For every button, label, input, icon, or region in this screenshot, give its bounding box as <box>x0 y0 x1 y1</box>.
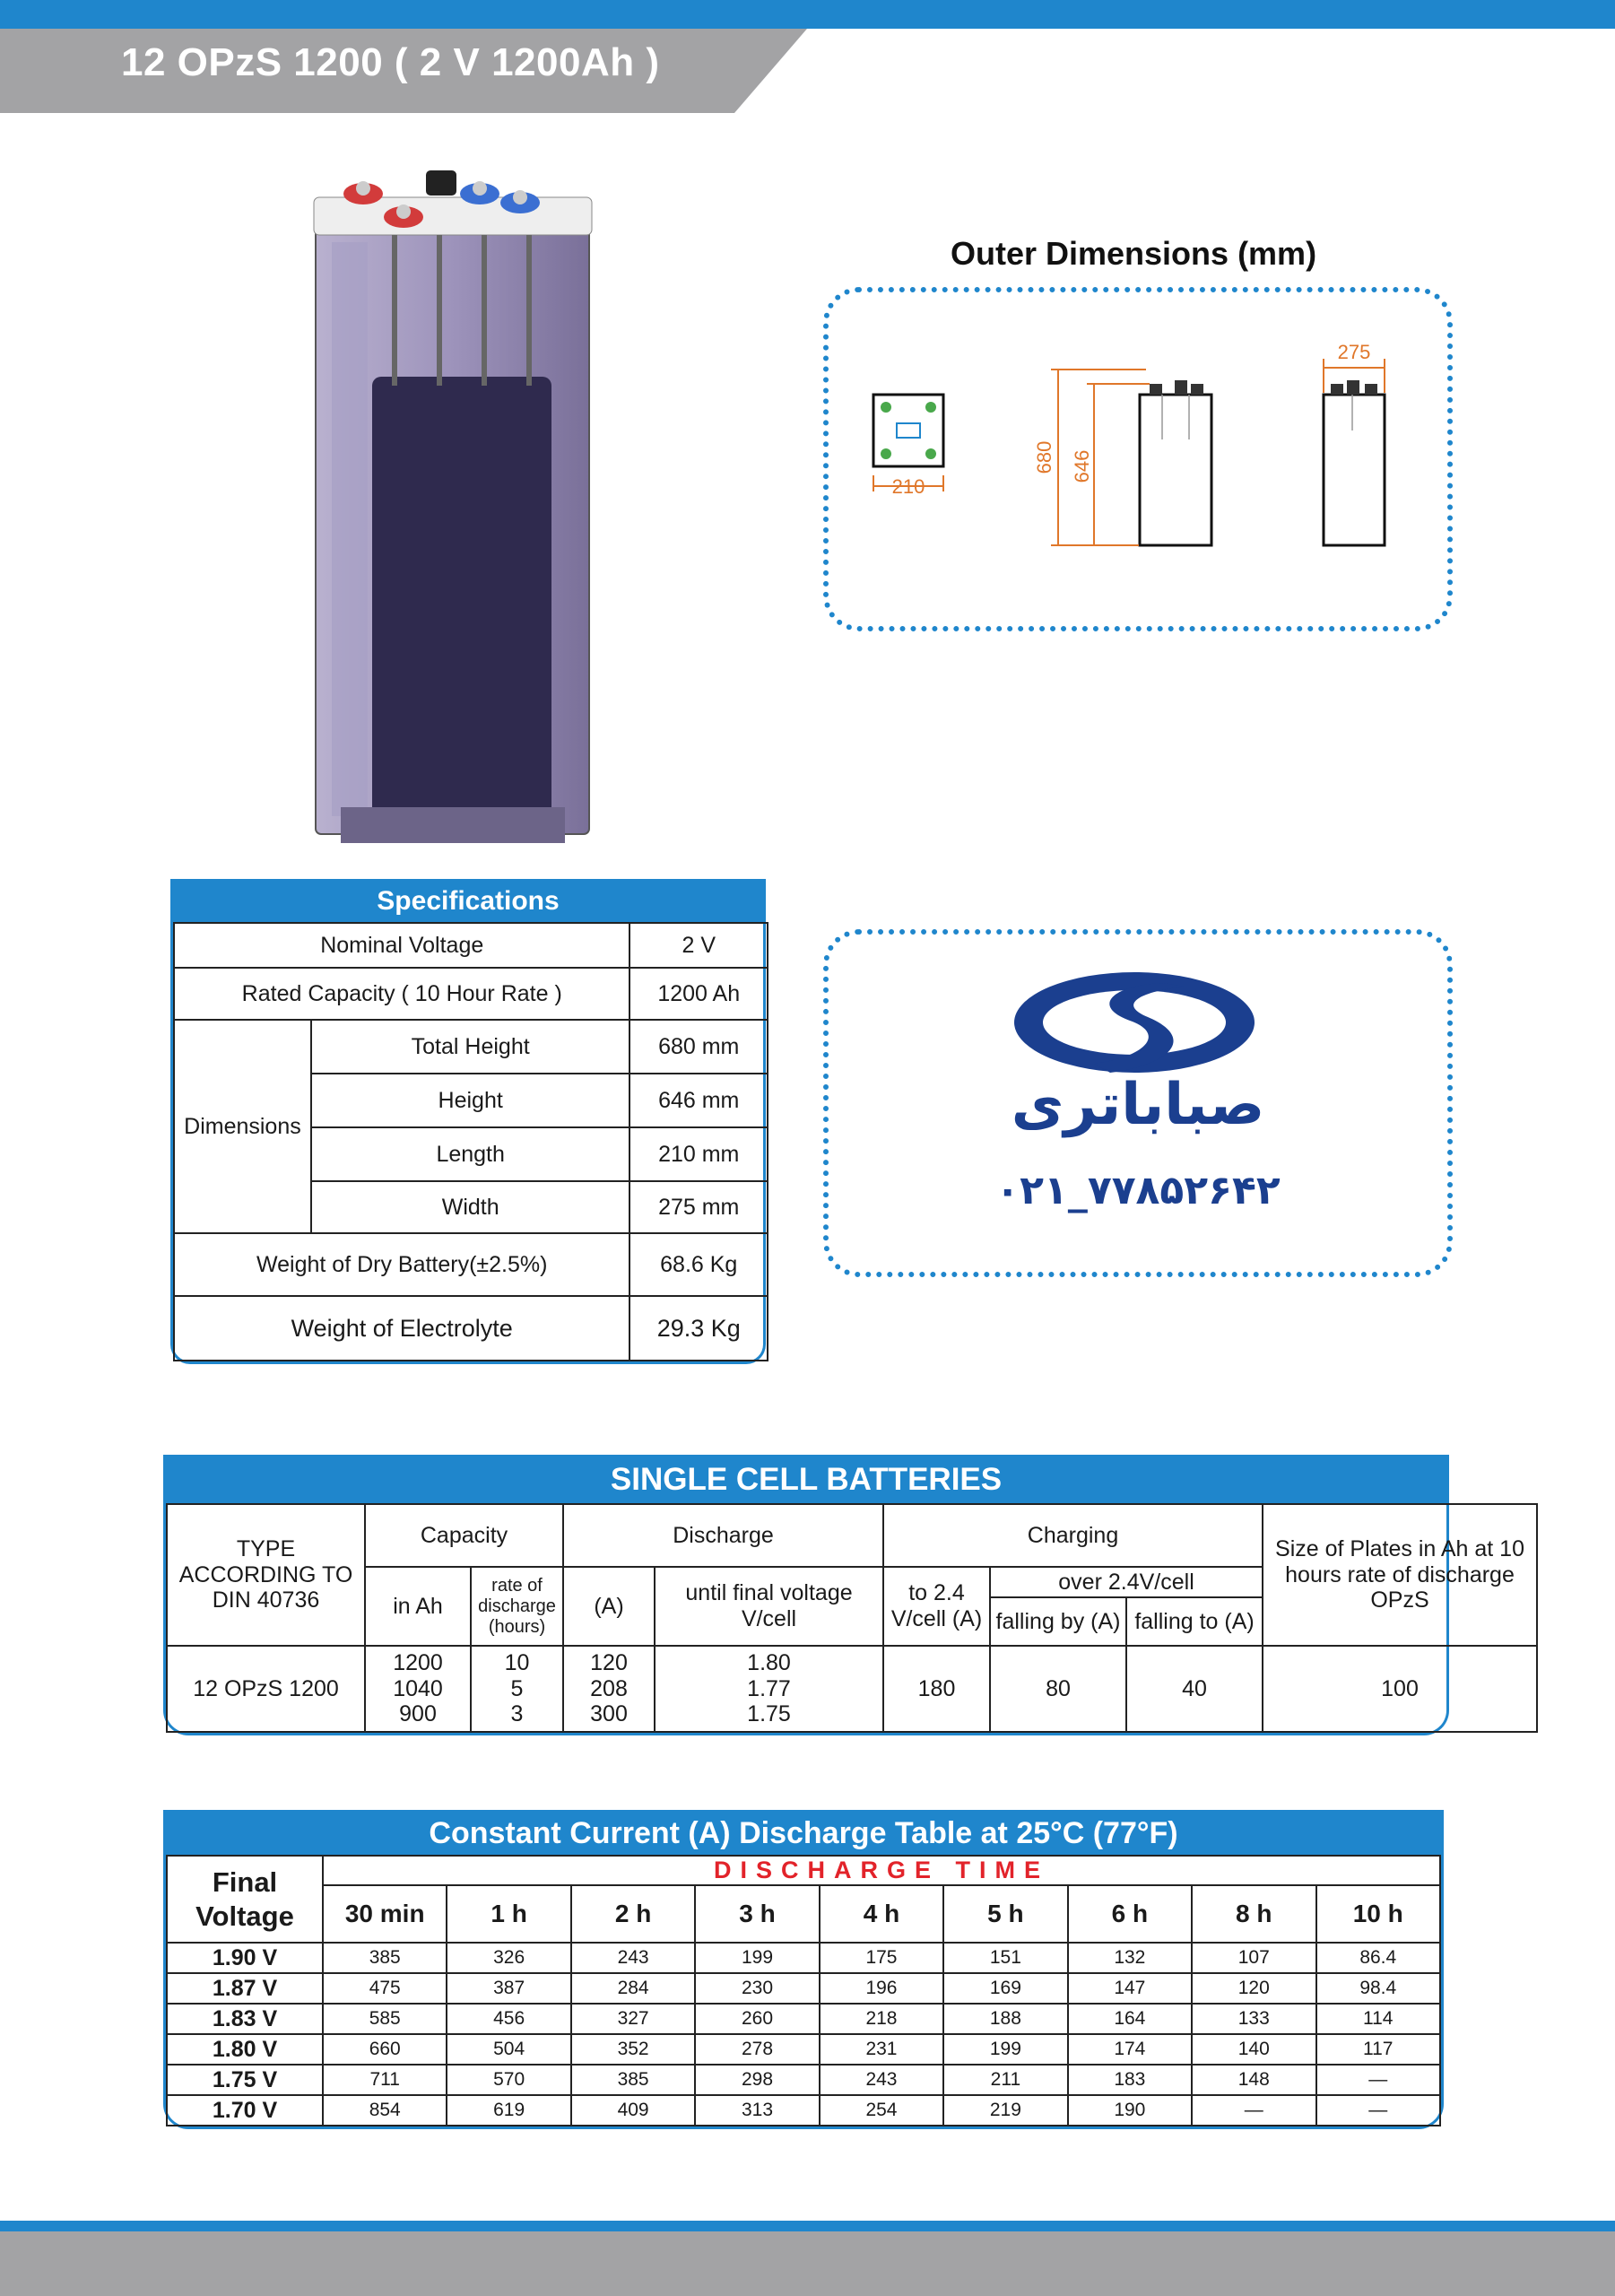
discharge-current-cell: 352 <box>571 2034 695 2065</box>
over-2-4-header: over 2.4V/cell <box>990 1567 1263 1597</box>
rated-capacity-label: Rated Capacity ( 10 Hour Rate ) <box>174 968 630 1020</box>
discharge-current-cell: 107 <box>1192 1943 1315 1973</box>
discharge-current-cell: 174 <box>1068 2034 1192 2065</box>
discharge-current-cell: 164 <box>1068 2004 1192 2034</box>
specifications-heading: Specifications <box>170 879 766 922</box>
discharge-current-cell: 313 <box>695 2095 819 2126</box>
discharge-current-cell: 456 <box>447 2004 570 2034</box>
dim-label: Width <box>311 1181 630 1233</box>
discharge-current-cell: 140 <box>1192 2034 1315 2065</box>
discharge-current-cell: 114 <box>1316 2004 1441 2034</box>
final-voltage-cell: 1.83 V <box>167 2004 323 2034</box>
plates-value: 100 <box>1263 1646 1537 1732</box>
dim-value: 275 mm <box>630 1181 768 1233</box>
rate-values: 10 5 3 <box>471 1646 563 1732</box>
discharge-current-cell: 199 <box>695 1943 819 1973</box>
capacity-values: 1200 1040 900 <box>365 1646 471 1732</box>
width-label: 275 <box>1337 341 1371 363</box>
page-title: 12 OPzS 1200 ( 2 V 1200Ah ) <box>121 40 660 84</box>
plates-header: Size of Plates in Ah at 10 hours rate of discharge OPzS <box>1263 1504 1537 1646</box>
discharge-current-cell: 387 <box>447 1973 570 2004</box>
falling-by-header: falling by (A) <box>990 1597 1126 1646</box>
final-voltage-header: Final Voltage <box>167 1856 323 1943</box>
final-voltage-cell: 1.87 V <box>167 1973 323 2004</box>
time-column-header: 1 h <box>447 1885 570 1943</box>
amp-values: 120 208 300 <box>563 1646 655 1732</box>
dim-value: 680 mm <box>630 1020 768 1074</box>
electrolyte-weight-label: Weight of Electrolyte <box>174 1296 630 1361</box>
discharge-current-cell: 254 <box>820 2095 943 2126</box>
discharge-current-cell: 86.4 <box>1316 1943 1441 1973</box>
discharge-current-cell: 711 <box>323 2065 447 2095</box>
discharge-current-cell: 243 <box>820 2065 943 2095</box>
to-2-4-header: to 2.4 V/cell (A) <box>883 1567 990 1646</box>
footer-band <box>0 2231 1615 2296</box>
table-row <box>167 2034 1440 2065</box>
discharge-current-cell: 231 <box>820 2034 943 2065</box>
specifications-table <box>170 879 766 1364</box>
discharge-current-cell: 117 <box>1316 2034 1441 2065</box>
discharge-header: Discharge <box>563 1504 883 1567</box>
final-voltage-cell: 1.70 V <box>167 2095 323 2126</box>
discharge-current-cell: 585 <box>323 2004 447 2034</box>
table-row <box>167 1973 1440 2004</box>
discharge-current-cell: 211 <box>943 2065 1067 2095</box>
falling-by-value: 80 <box>990 1646 1126 1732</box>
discharge-current-cell: 385 <box>323 1943 447 1973</box>
final-voltage-cell: 1.90 V <box>167 1943 323 1973</box>
outer-dimensions-drawing <box>823 287 1453 631</box>
nominal-voltage-label: Nominal Voltage <box>174 923 630 968</box>
single-cell-table <box>163 1455 1524 1735</box>
discharge-current-cell: 570 <box>447 2065 570 2095</box>
to-2-4-value: 180 <box>883 1646 990 1732</box>
discharge-current-cell: 385 <box>571 2065 695 2095</box>
nominal-voltage-value: 2 V <box>630 923 768 968</box>
dim-value: 646 mm <box>630 1074 768 1127</box>
dim-label: Total Height <box>311 1020 630 1074</box>
top-accent-bar <box>0 0 1615 29</box>
discharge-current-cell: 854 <box>323 2095 447 2126</box>
discharge-current-cell: 196 <box>820 1973 943 2004</box>
rate-of-discharge-header: rate of discharge (hours) <box>471 1567 563 1646</box>
discharge-current-cell: 183 <box>1068 2065 1192 2095</box>
table-row <box>167 2095 1440 2126</box>
discharge-current-cell: 619 <box>447 2095 570 2126</box>
discharge-current-cell: 147 <box>1068 1973 1192 2004</box>
time-column-header: 8 h <box>1192 1885 1315 1943</box>
discharge-current-cell: 243 <box>571 1943 695 1973</box>
time-column-header: 4 h <box>820 1885 943 1943</box>
discharge-current-cell: — <box>1316 2065 1441 2095</box>
time-column-header: 30 min <box>323 1885 447 1943</box>
time-column-header: 2 h <box>571 1885 695 1943</box>
discharge-current-cell: 409 <box>571 2095 695 2126</box>
final-voltage-cell: 1.75 V <box>167 2065 323 2095</box>
brand-name: صباباتری <box>1011 1072 1265 1138</box>
outer-dimensions-heading: Outer Dimensions (mm) <box>951 235 1317 272</box>
dim-label: Height <box>311 1074 630 1127</box>
amps-header: (A) <box>563 1567 655 1646</box>
discharge-current-cell: — <box>1192 2095 1315 2126</box>
type-value: 12 OPzS 1200 <box>167 1646 365 1732</box>
time-column-header: 3 h <box>695 1885 819 1943</box>
final-voltage-cell: 1.80 V <box>167 2034 323 2065</box>
discharge-current-cell: 169 <box>943 1973 1067 2004</box>
until-final-voltage-header: until final voltage V/cell <box>655 1567 883 1646</box>
discharge-current-cell: 199 <box>943 2034 1067 2065</box>
discharge-current-cell: 151 <box>943 1943 1067 1973</box>
discharge-current-cell: 327 <box>571 2004 695 2034</box>
discharge-current-cell: 188 <box>943 2004 1067 2034</box>
footer-accent-bar <box>0 2221 1615 2231</box>
discharge-current-cell: 218 <box>820 2004 943 2034</box>
falling-to-value: 40 <box>1126 1646 1263 1732</box>
dim-label: Length <box>311 1127 630 1181</box>
total-height-label: 680 <box>1033 440 1055 474</box>
discharge-current-cell: 190 <box>1068 2095 1192 2126</box>
discharge-current-cell: 660 <box>323 2034 447 2065</box>
dry-weight-label: Weight of Dry Battery(±2.5%) <box>174 1233 630 1296</box>
rated-capacity-value: 1200 Ah <box>630 968 768 1020</box>
charging-header: Charging <box>883 1504 1263 1567</box>
height-label: 646 <box>1071 449 1093 483</box>
table-row <box>167 1943 1440 1973</box>
dimensions-label: Dimensions <box>174 1020 311 1233</box>
discharge-current-cell: 120 <box>1192 1973 1315 2004</box>
falling-to-header: falling to (A) <box>1126 1597 1263 1646</box>
type-header: TYPE ACCORDING TO DIN 40736 <box>167 1504 365 1646</box>
discharge-current-cell: 148 <box>1192 2065 1315 2095</box>
discharge-current-cell: 326 <box>447 1943 570 1973</box>
single-cell-heading: SINGLE CELL BATTERIES <box>163 1455 1449 1503</box>
discharge-current-cell: 175 <box>820 1943 943 1973</box>
discharge-current-cell: 98.4 <box>1316 1973 1441 2004</box>
discharge-current-cell: 284 <box>571 1973 695 2004</box>
brand-logo-mark <box>1004 967 1264 1083</box>
in-ah-header: in Ah <box>365 1567 471 1646</box>
discharge-current-cell: — <box>1316 2095 1441 2126</box>
discharge-current-cell: 504 <box>447 2034 570 2065</box>
discharge-table-heading: Constant Current (A) Discharge Table at 25°C (77°F) <box>163 1810 1444 1855</box>
electrolyte-weight-value: 29.3 Kg <box>630 1296 768 1361</box>
discharge-current-cell: 230 <box>695 1973 819 2004</box>
time-column-header: 6 h <box>1068 1885 1192 1943</box>
discharge-table <box>163 1810 1444 2129</box>
capacity-header: Capacity <box>365 1504 563 1567</box>
phone-number: ۰۲۱_۷۷۸۵۲۶۴۲ <box>995 1168 1281 1213</box>
table-row <box>167 2065 1440 2095</box>
discharge-current-cell: 132 <box>1068 1943 1192 1973</box>
time-column-header: 10 h <box>1316 1885 1441 1943</box>
discharge-current-cell: 260 <box>695 2004 819 2034</box>
discharge-current-cell: 298 <box>695 2065 819 2095</box>
discharge-current-cell: 219 <box>943 2095 1067 2126</box>
battery-photo <box>305 161 610 852</box>
final-voltage-values: 1.80 1.77 1.75 <box>655 1646 883 1732</box>
length-label: 210 <box>891 475 925 498</box>
discharge-current-cell: 133 <box>1192 2004 1315 2034</box>
discharge-current-cell: 475 <box>323 1973 447 2004</box>
discharge-time-header: DISCHARGE TIME <box>323 1856 1440 1885</box>
discharge-current-cell: 278 <box>695 2034 819 2065</box>
dim-value: 210 mm <box>630 1127 768 1181</box>
dry-weight-value: 68.6 Kg <box>630 1233 768 1296</box>
table-row <box>167 2004 1440 2034</box>
time-column-header: 5 h <box>943 1885 1067 1943</box>
